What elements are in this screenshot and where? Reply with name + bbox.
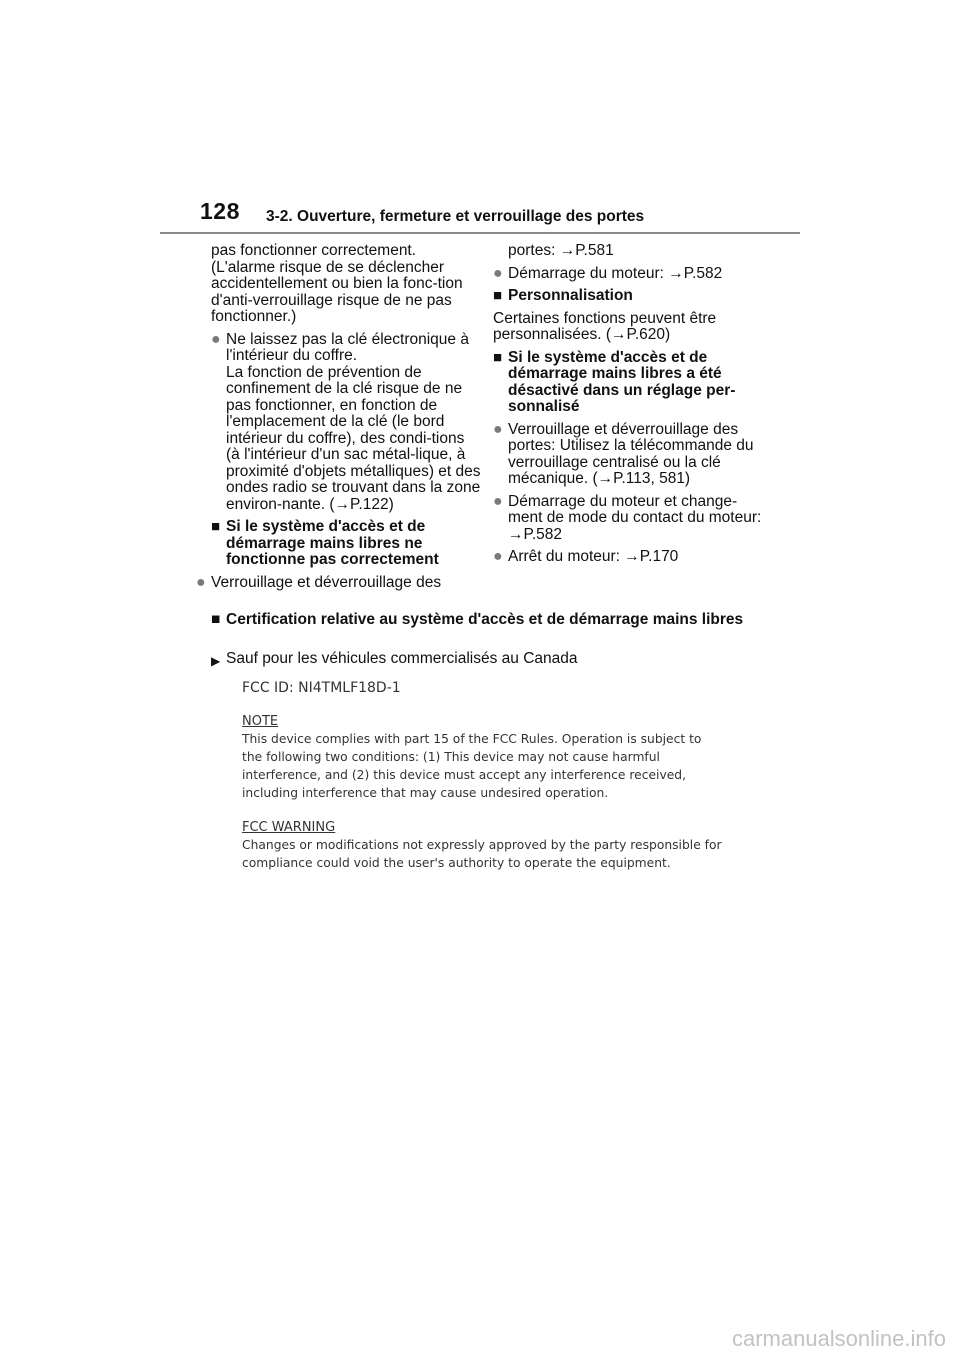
- right-bullet-2: [493, 422, 763, 488]
- left-intro-paragraph: pas fonctionner correctement. (L'alarme risque de se déclencher accidentellement ou bien la fonc-tion d'anti-verrouillage risque de ne pas fonctionner.): [211, 242, 463, 325]
- square-bullet-icon: ■: [493, 348, 503, 366]
- left-heading-1-text: Si le système d'accès et de démarrage mains libres ne fonctionne pas correctement: [226, 518, 439, 568]
- bullet-dot-icon: ●: [493, 420, 503, 438]
- square-bullet-icon: ■: [211, 518, 221, 535]
- right-bullet-2-text: Verrouillage et déverrouillage des portes: Utilisez la télécommande du verrouillage centralisé ou la clé mécanique. (→P.113, 581): [508, 420, 754, 487]
- left-bullet-1-line1: Ne laissez pas la clé électronique à l'intérieur du coffre.: [226, 330, 469, 364]
- left-bullet-1: [211, 332, 481, 514]
- certification-heading-text: Certification relative au système d'accès et de démarrage mains libres: [226, 611, 744, 628]
- left-bullet-1-line2: La fonction de prévention de confinement de la clé risque de ne pas fonctionner, en fonction de l'emplacement de la clé (le bord intérieur du coffre), des condi-tions (à l'intérieur d'un sac métal-lique, à proximité d'objets métalliques) et des ondes radio se trouvant dans la zone environ-nante. (→P.122): [226, 363, 481, 513]
- certification-arrow-item: [211, 651, 578, 668]
- left-bullet-2-text: Verrouillage et déverrouillage des: [211, 573, 442, 591]
- arrow-right-icon: ▶: [211, 654, 221, 668]
- fcc-id: FCC ID: NI4TMLF18D-1: [242, 680, 401, 696]
- fcc-note-body: This device complies with part 15 of the FCC Rules. Operation is subject to the following two conditions: (1) This device may not cause harmful interference, and (2) this device must accept any interference received, including interference that may cause undesired operation.: [242, 732, 702, 800]
- right-bullet-3-text: Démarrage du moteur et change-ment de mode du contact du moteur: →P.582: [508, 492, 762, 543]
- bullet-dot-icon: ●: [493, 492, 503, 510]
- certification-heading: [211, 612, 766, 629]
- left-column: [196, 242, 481, 597]
- right-heading-2: [493, 350, 763, 416]
- right-bullet-4-text: Arrêt du moteur: →P.170: [508, 548, 679, 565]
- fcc-warning-body: Changes or modifications not expressly approved by the party responsible for compliance could void the user's authority to operate the equipment.: [242, 838, 722, 870]
- right-heading-1: [493, 288, 763, 305]
- fcc-warning-heading: FCC WARNING: [242, 820, 336, 835]
- bullet-dot-icon: ●: [493, 548, 503, 565]
- right-column: [493, 243, 763, 572]
- bullet-dot-icon: ●: [493, 264, 503, 282]
- left-heading-1: [211, 519, 481, 569]
- watermark-link[interactable]: carmanualsonline.info: [731, 1326, 946, 1351]
- right-bullet-4: [493, 549, 763, 566]
- fcc-note-heading: NOTE: [242, 714, 279, 729]
- bullet-dot-icon: ●: [196, 573, 206, 591]
- certification-arrow-text: Sauf pour les véhicules commercialisés au Canada: [226, 650, 578, 667]
- header-rule: [160, 232, 800, 234]
- right-paragraph-1: Certaines fonctions peuvent être personnalisées. (→P.620): [493, 309, 717, 343]
- right-bullet-1: [493, 266, 763, 283]
- fcc-statement: [242, 680, 722, 890]
- right-bullet-1-text: Démarrage du moteur: →P.582: [508, 264, 723, 282]
- left-bullet-2: [196, 575, 481, 592]
- section-title: 3-2. Ouverture, fermeture et verrouillage des portes: [266, 208, 645, 225]
- square-bullet-icon: ■: [493, 287, 503, 304]
- square-bullet-icon: ■: [211, 611, 221, 628]
- right-continuation: portes: →P.581: [508, 242, 614, 259]
- right-heading-1-text: Personnalisation: [508, 287, 633, 304]
- bullet-dot-icon: ●: [211, 330, 221, 348]
- right-bullet-3: [493, 494, 763, 544]
- page-number: 128: [200, 198, 240, 224]
- right-heading-2-text: Si le système d'accès et de démarrage mains libres a été désactivé dans un réglage per-sonnalisé: [508, 348, 736, 415]
